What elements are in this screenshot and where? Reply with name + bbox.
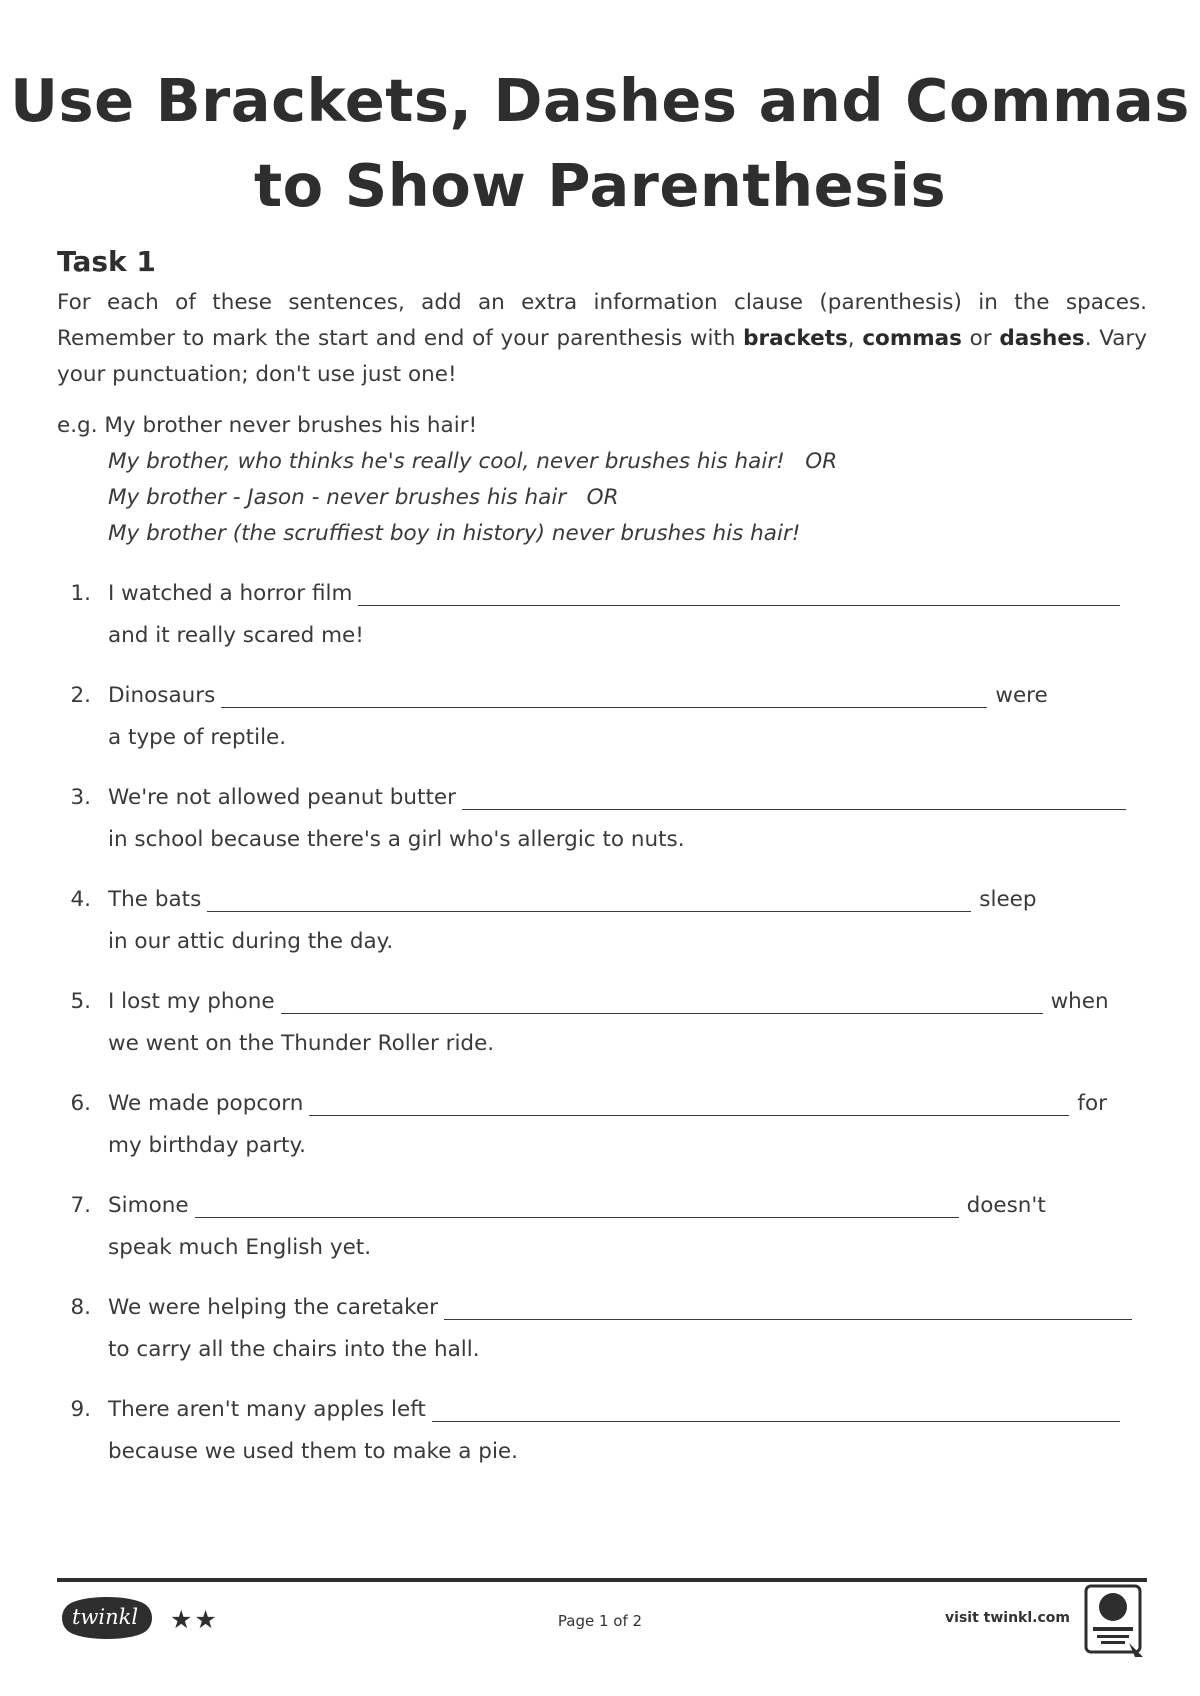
logo-text: twinkl xyxy=(71,1605,139,1629)
answer-blank[interactable] xyxy=(207,889,971,912)
question-continuation: a type of reptile. xyxy=(108,725,287,750)
question-number: 1. xyxy=(70,581,91,606)
question-start: Dinosaurs xyxy=(108,683,216,708)
question-number: 2. xyxy=(70,683,91,708)
answer-blank[interactable] xyxy=(462,787,1126,810)
example-answer: My brother, who thinks he's really cool, never brushes his hair! OR xyxy=(108,449,838,474)
question-number: 8. xyxy=(70,1295,91,1320)
question-after-blank: when xyxy=(1050,989,1109,1014)
question-start: Simone xyxy=(108,1193,189,1218)
page-number: Page 1 of 2 xyxy=(557,1612,643,1630)
answer-blank[interactable] xyxy=(432,1399,1120,1422)
answer-blank[interactable] xyxy=(358,583,1120,606)
question-continuation: to carry all the chairs into the hall. xyxy=(108,1337,480,1362)
question-start: There aren't many apples left xyxy=(108,1397,426,1422)
instructions-bold-commas: commas xyxy=(862,326,962,351)
answer-blank[interactable] xyxy=(281,991,1043,1014)
question-start: We're not allowed peanut butter xyxy=(108,785,456,810)
instructions-bold-brackets: brackets xyxy=(743,326,848,351)
title-line-2: to Show Parenthesis xyxy=(253,151,947,220)
question-start: We were helping the caretaker xyxy=(108,1295,438,1320)
example-answer: My brother - Jason - never brushes his hair OR xyxy=(108,485,619,510)
question-continuation: we went on the Thunder Roller ride. xyxy=(108,1031,495,1056)
task-instructions xyxy=(57,285,1147,393)
instructions-sep-1: , xyxy=(847,326,863,351)
question-continuation: in school because there's a girl who's allergic to nuts. xyxy=(108,827,685,852)
instructions-intro: For each of these sentences, add an extra information clause (parenthesis) in the spaces. Remember to mark the start and end of your parenthesis with xyxy=(57,290,1147,351)
title-line-1: Use Brackets, Dashes and Commas xyxy=(10,66,1190,135)
footer-divider xyxy=(57,1578,1147,1582)
question-number: 5. xyxy=(70,989,91,1014)
answer-blank[interactable] xyxy=(444,1297,1132,1320)
answer-blank[interactable] xyxy=(309,1093,1069,1116)
answer-blank[interactable] xyxy=(221,685,987,708)
question-start: The bats xyxy=(108,887,202,912)
question-continuation: because we used them to make a pie. xyxy=(108,1439,518,1464)
instructions-sep-2: or xyxy=(961,326,1000,351)
question-number: 7. xyxy=(70,1193,91,1218)
question-start: We made popcorn xyxy=(108,1091,304,1116)
instructions-end: . Vary your punctuation; don't use just one! xyxy=(57,326,1147,387)
visit-link[interactable]: visit twinkl.com xyxy=(945,1610,1070,1626)
quality-standard-badge-icon xyxy=(1083,1583,1147,1663)
page-title xyxy=(0,58,1200,228)
answer-blank[interactable] xyxy=(195,1195,959,1218)
question-number: 3. xyxy=(70,785,91,810)
question-after-blank: sleep xyxy=(979,887,1037,912)
question-number: 9. xyxy=(70,1397,91,1422)
question-after-blank: for xyxy=(1077,1091,1107,1116)
task-heading: Task 1 xyxy=(57,245,156,278)
question-after-blank: were xyxy=(995,683,1048,708)
question-number: 6. xyxy=(70,1091,91,1116)
question-continuation: speak much English yet. xyxy=(108,1235,372,1260)
question-continuation: in our attic during the day. xyxy=(108,929,394,954)
question-after-blank: doesn't xyxy=(966,1193,1046,1218)
question-start: I watched a horror film xyxy=(108,581,353,606)
difficulty-stars-icon: ★★ xyxy=(170,1605,219,1634)
example-prompt: e.g. My brother never brushes his hair! xyxy=(57,413,478,438)
question-continuation: my birthday party. xyxy=(108,1133,306,1158)
question-number: 4. xyxy=(70,887,91,912)
question-continuation: and it really scared me! xyxy=(108,623,364,648)
example-answer: My brother (the scruffiest boy in history) never brushes his hair! xyxy=(108,521,801,546)
instructions-bold-dashes: dashes xyxy=(999,326,1085,351)
question-start: I lost my phone xyxy=(108,989,275,1014)
